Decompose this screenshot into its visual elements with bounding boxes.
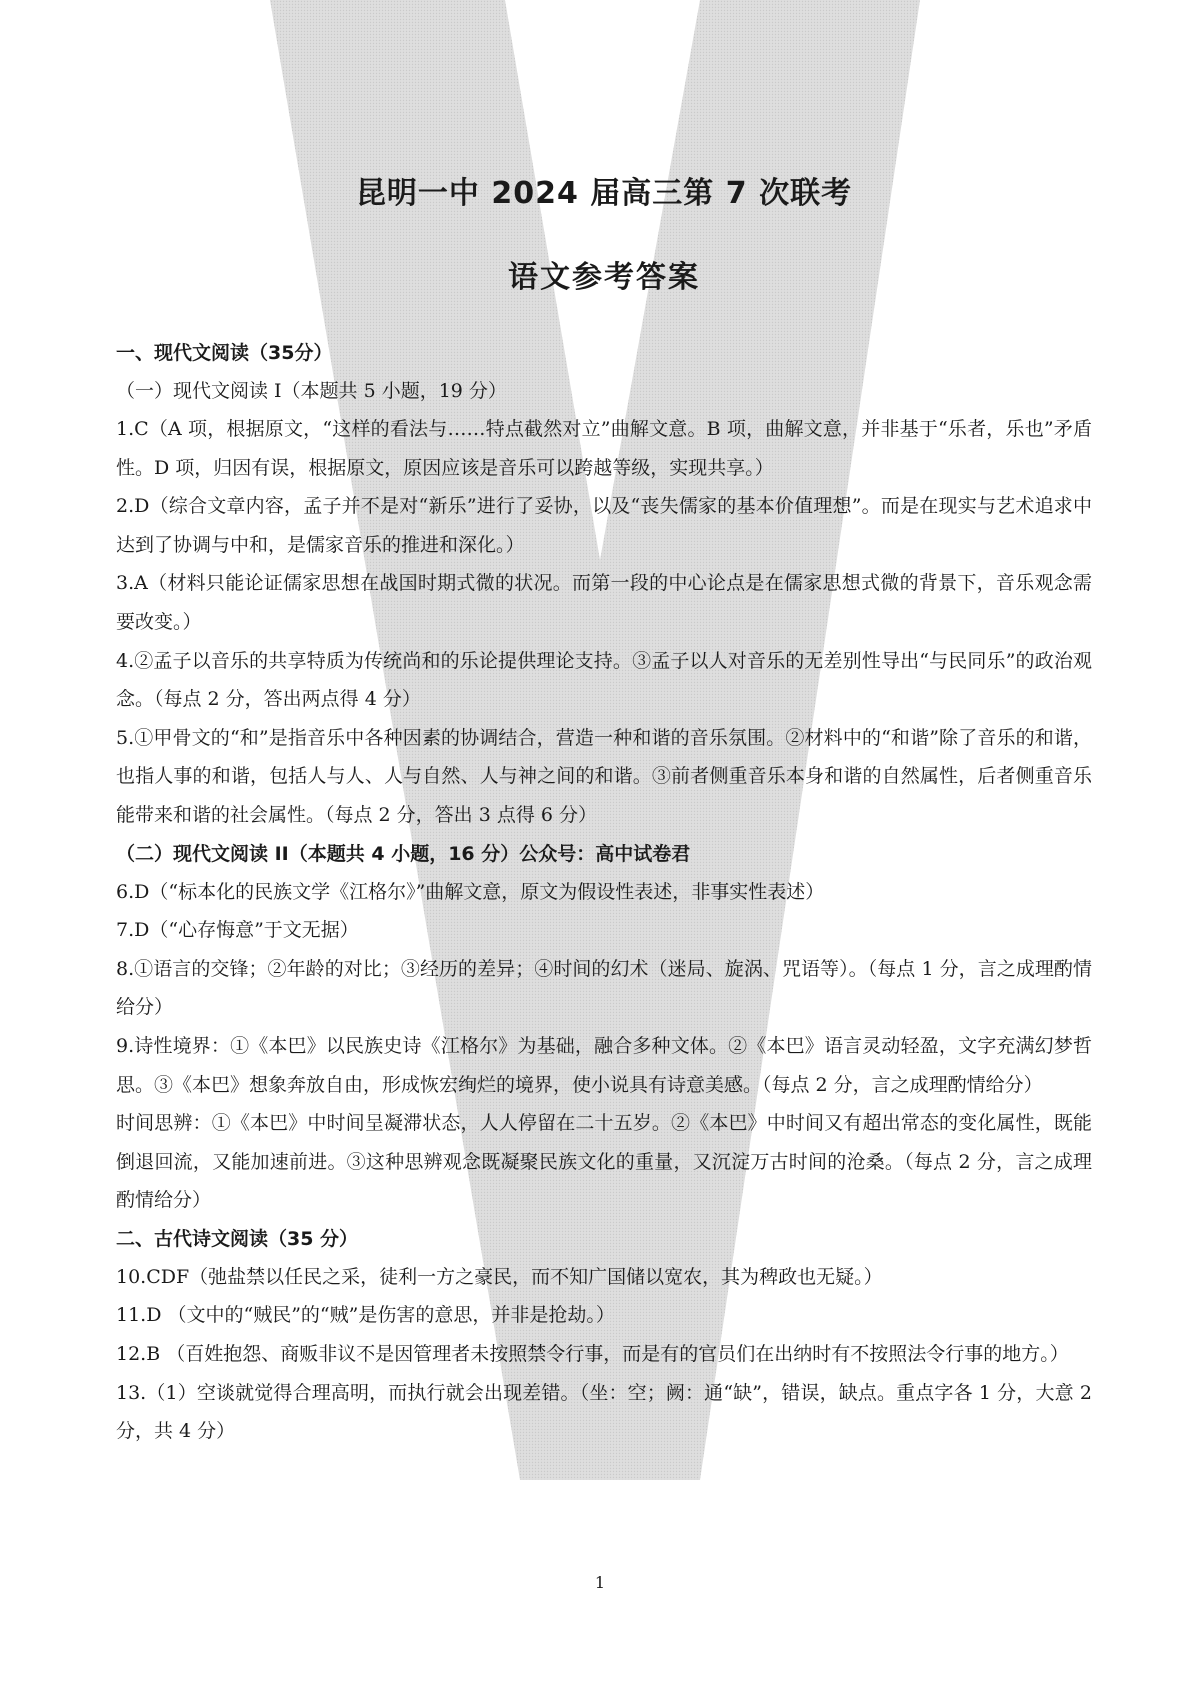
page-number: 1 [594,1573,606,1592]
answer-q11: 11.D （文中的“贼民”的“贼”是伤害的意思，并非是抢劫。） [116,1304,615,1327]
answer-document [116,168,1092,1451]
answer-q12: 12.B （百姓抱怨、商贩非议不是因管理者未按照禁令行事，而是有的官员们在出纳时有不按照法令行事的地方。） [116,1343,1069,1366]
answer-q10: 10.CDF（弛盐禁以任民之采，徒利一方之豪民，而不知广国储以宽农，其为稗政也无疑。） [116,1265,883,1288]
subsection-heading-reading-1: （一）现代文阅读 I（本题共 5 小题，19 分） [116,380,507,402]
answer-q2: 2.D（综合文章内容，孟子并不是对“新乐”进行了妥协，以及“丧失儒家的基本价值理想”。而是在现实与艺术追求中达到了协调与中和，是儒家音乐的推进和深化。） [116,495,1092,556]
section-heading-classical-reading: 二、古代诗文阅读（35 分） [116,1227,359,1250]
subsection-heading-reading-2: （二）现代文阅读 II（本题共 4 小题，16 分）公众号：高中试卷君 [116,842,691,865]
answer-q1: 1.C（A 项，根据原文，“这样的看法与……特点截然对立”曲解文意。B 项，曲解文意，并非基于“乐者，乐也”矛盾性。D 项，归因有误，根据原文，原因应该是音乐可以跨越等级，实现共享。） [116,418,1092,479]
document-title: 昆明一中 2024 届高三第 7 次联考 [355,176,853,211]
section-heading-modern-reading: 一、现代文阅读（35分） [116,342,333,364]
document-subtitle: 语文参考答案 [508,260,700,295]
answer-q9-poetic: 9.诗性境界：①《本巴》以民族史诗《江格尔》为基础，融合多种文体。②《本巴》语言灵动轻盈，文字充满幻梦哲思。③《本巴》想象奔放自由，形成恢宏绚烂的境界，使小说具有诗意美感。（每点 2 分，言之成理酌情给分） [116,1034,1092,1096]
answer-q8: 8.①语言的交锋；②年龄的对比；③经历的差异；④时间的幻术（迷局、旋涡、咒语等）。（每点 1 分，言之成理酌情给分） [116,957,1092,1019]
answer-q5: 5.①甲骨文的“和”是指音乐中各种因素的协调结合，营造一种和谐的音乐氛围。②材料中的“和谐”除了音乐的和谐，也指人事的和谐，包括人与人、人与自然、人与神之间的和谐。③前者侧重音乐本身和谐的自然属性，后者侧重音乐能带来和谐的社会属性。（每点 2 分，答出 3 点得 6 分） [116,726,1092,826]
answer-q3: 3.A（材料只能论证儒家思想在战国时期式微的状况。而第一段的中心论点是在儒家思想式微的背景下，音乐观念需要改变。） [116,572,1092,633]
answer-q7: 7.D（“心存悔意”于文无据） [116,919,359,942]
answer-q4: 4.②孟子以音乐的共享特质为传统尚和的乐论提供理论支持。③孟子以人对音乐的无差别性导出“与民同乐”的政治观念。（每点 2 分，答出两点得 4 分） [116,649,1092,711]
answer-q13: 13.（1）空谈就觉得合理高明，而执行就会出现差错。（坐：空；阙：通“缺”，错误，缺点。重点字各 1 分，大意 2 分，共 4 分） [116,1381,1092,1443]
answer-q9-time: 时间思辨：①《本巴》中时间呈凝滞状态，人人停留在二十五岁。②《本巴》中时间又有超出常态的变化属性，既能倒退回流，又能加速前进。③这种思辨观念既凝聚民族文化的重量，又沉淀万古时间的沧桑。（每点 2 分，言之成理酌情给分） [116,1112,1092,1212]
answer-q6: 6.D（“标本化的民族文学《江格尔》”曲解文意，原文为假设性表述，非事实性表述） [116,880,825,903]
